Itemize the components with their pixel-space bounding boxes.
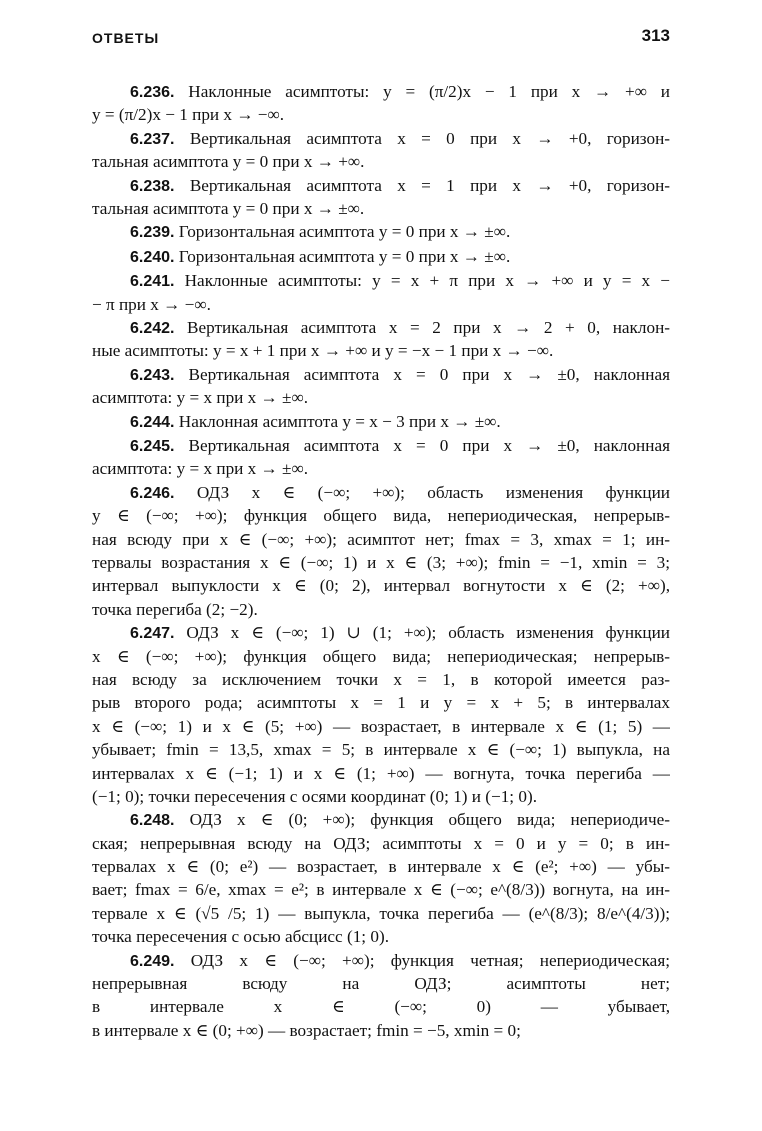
answer-line: ная всюду за исключением точки x = 1, в которой имеется раз- bbox=[92, 669, 670, 689]
answer-item bbox=[92, 245, 670, 269]
answer-item bbox=[92, 949, 670, 1043]
answer-line: убывает; fmin = 13,5, xmax = 5; в интервале x ∈ (−∞; 1) выпукла, на bbox=[92, 740, 670, 760]
answer-line: 6.237. Вертикальная асимптота x = 0 при x → +0, горизон- bbox=[130, 128, 670, 148]
answer-number: 6.243. bbox=[130, 366, 175, 384]
answer-item bbox=[92, 481, 670, 621]
answer-number: 6.240. bbox=[130, 248, 175, 266]
answer-line: вает; fmax = 6/e, xmax = e²; в интервале x ∈ (−∞; e^(8/3)) вогнута, на ин- bbox=[92, 880, 670, 900]
answer-item bbox=[92, 80, 670, 127]
answer-number: 6.249. bbox=[130, 952, 175, 970]
answer-line: рыв второго рода; асимптоты x = 1 и y = x + 5; в интервалах bbox=[92, 693, 670, 713]
answer-number: 6.238. bbox=[130, 177, 175, 195]
answer-item bbox=[92, 127, 670, 174]
answer-line: ская; непрерывная всюду на ОДЗ; асимптоты x = 0 и y = 0; в ин- bbox=[92, 833, 670, 853]
answer-line: ная всюду при x ∈ (−∞; +∞); асимптот нет; fmax = 3, xmax = 1; ин- bbox=[92, 529, 670, 549]
section-title: ОТВЕТЫ bbox=[92, 30, 160, 46]
answer-number: 6.245. bbox=[130, 438, 175, 455]
answer-number: 6.239. bbox=[130, 224, 175, 242]
answer-number: 6.247. bbox=[130, 625, 175, 643]
answer-line: в интервале x ∈ (0; +∞) — возрастает; fmin = −5, xmin = 0; bbox=[92, 1020, 521, 1040]
answer-number: 6.244. bbox=[130, 413, 175, 431]
answer-item bbox=[92, 808, 670, 948]
answer-line: 6.247. ОДЗ x ∈ (−∞; 1) ∪ (1; +∞); область изменения функции bbox=[130, 623, 670, 643]
answer-line: 6.239. Горизонтальная асимптота y = 0 при x → ±∞. bbox=[130, 222, 511, 242]
answer-line: тальная асимптота y = 0 при x → +∞. bbox=[92, 152, 365, 172]
answer-line: 6.246. ОДЗ x ∈ (−∞; +∞); область изменения функции bbox=[130, 482, 670, 502]
answer-line: 6.238. Вертикальная асимптота x = 1 при x → +0, горизон- bbox=[130, 175, 670, 195]
answer-line: 6.244. Наклонная асимптота y = x − 3 при x → ±∞. bbox=[130, 411, 501, 431]
answer-item bbox=[92, 363, 670, 410]
answer-item bbox=[92, 621, 670, 808]
answer-line: 6.249. ОДЗ x ∈ (−∞; +∞); функция четная; непериодическая; bbox=[130, 950, 670, 970]
answer-line: 6.241. Наклонные асимптоты: y = x + π при x → +∞ и y = x − bbox=[130, 271, 670, 291]
answer-number: 6.246. bbox=[130, 484, 175, 502]
answer-line: 6.248. ОДЗ x ∈ (0; +∞); функция общего вида; непериодиче- bbox=[130, 810, 670, 830]
answer-line: интервал выпуклости x ∈ (0; 2), интервал вогнутости x ∈ (2; +∞), bbox=[92, 576, 670, 596]
answer-line: точка перегиба (2; −2). bbox=[92, 599, 258, 619]
answer-line: y = (π/2)x − 1 при x → −∞. bbox=[92, 105, 285, 125]
answer-number: 6.236. bbox=[130, 84, 175, 101]
answer-line: 6.242. Вертикальная асимптота x = 2 при x → 2 + 0, наклон- bbox=[130, 318, 670, 337]
answer-line: − π при x → −∞. bbox=[92, 294, 211, 314]
answer-number: 6.242. bbox=[130, 320, 175, 337]
answers-text bbox=[92, 80, 670, 1042]
answer-line: тервалы возрастания x ∈ (−∞; 1) и x ∈ (3; +∞); fmin = −1, xmin = 3; bbox=[92, 552, 670, 572]
answer-line: x ∈ (−∞; 1) и x ∈ (5; +∞) — возрастает, в интервале x ∈ (1; 5) — bbox=[92, 716, 670, 736]
answer-number: 6.241. bbox=[130, 273, 175, 291]
answer-item bbox=[92, 410, 670, 434]
answer-line: асимптота: y = x при x → ±∞. bbox=[92, 459, 309, 479]
page-number: 313 bbox=[641, 26, 670, 45]
answer-line: точка пересечения с осью абсцисс (1; 0). bbox=[92, 927, 389, 947]
answer-line: интервалах x ∈ (−1; 1) и x ∈ (1; +∞) — вогнута, точка перегиба — bbox=[92, 763, 670, 783]
answer-line: 6.243. Вертикальная асимптота x = 0 при x → ±0, наклонная bbox=[130, 364, 670, 384]
answer-line: в интервале x ∈ (−∞; 0) — убывает, bbox=[92, 997, 670, 1017]
answer-item bbox=[92, 434, 670, 481]
answer-item bbox=[92, 174, 670, 221]
answer-line: асимптота: y = x при x → ±∞. bbox=[92, 388, 309, 408]
answer-line: (−1; 0); точки пересечения с осями координат (0; 1) и (−1; 0). bbox=[92, 786, 537, 806]
answer-line: 6.245. Вертикальная асимптота x = 0 при x → ±0, наклонная bbox=[130, 436, 670, 455]
answer-item bbox=[92, 269, 670, 316]
answer-line: 6.236. Наклонные асимптоты: y = (π/2)x − 1 при x → +∞ и bbox=[130, 82, 670, 101]
answer-line: y ∈ (−∞; +∞); функция общего вида, непериодическая, непрерыв- bbox=[92, 506, 670, 526]
answer-line: 6.240. Горизонтальная асимптота y = 0 при x → ±∞. bbox=[130, 246, 511, 266]
running-header bbox=[92, 26, 670, 52]
answer-line: тервалах x ∈ (0; e²) — возрастает, в интервале x ∈ (e²; +∞) — убы- bbox=[92, 857, 670, 877]
answer-line: непрерывная всюду на ОДЗ; асимптоты нет; bbox=[92, 974, 670, 994]
answer-number: 6.237. bbox=[130, 130, 175, 148]
answer-line: тальная асимптота y = 0 при x → ±∞. bbox=[92, 198, 365, 218]
answer-line: x ∈ (−∞; +∞); функция общего вида; непериодическая; непрерыв- bbox=[92, 646, 670, 666]
answer-line: тервале x ∈ (√5 /5; 1) — выпукла, точка перегиба — (e^(8/3); 8/e^(4/3)); bbox=[92, 903, 670, 923]
answer-number: 6.248. bbox=[130, 812, 175, 830]
answer-line: ные асимптоты: y = x + 1 при x → +∞ и y = −x − 1 при x → −∞. bbox=[92, 341, 554, 361]
answer-item bbox=[92, 316, 670, 363]
answer-item bbox=[92, 220, 670, 244]
